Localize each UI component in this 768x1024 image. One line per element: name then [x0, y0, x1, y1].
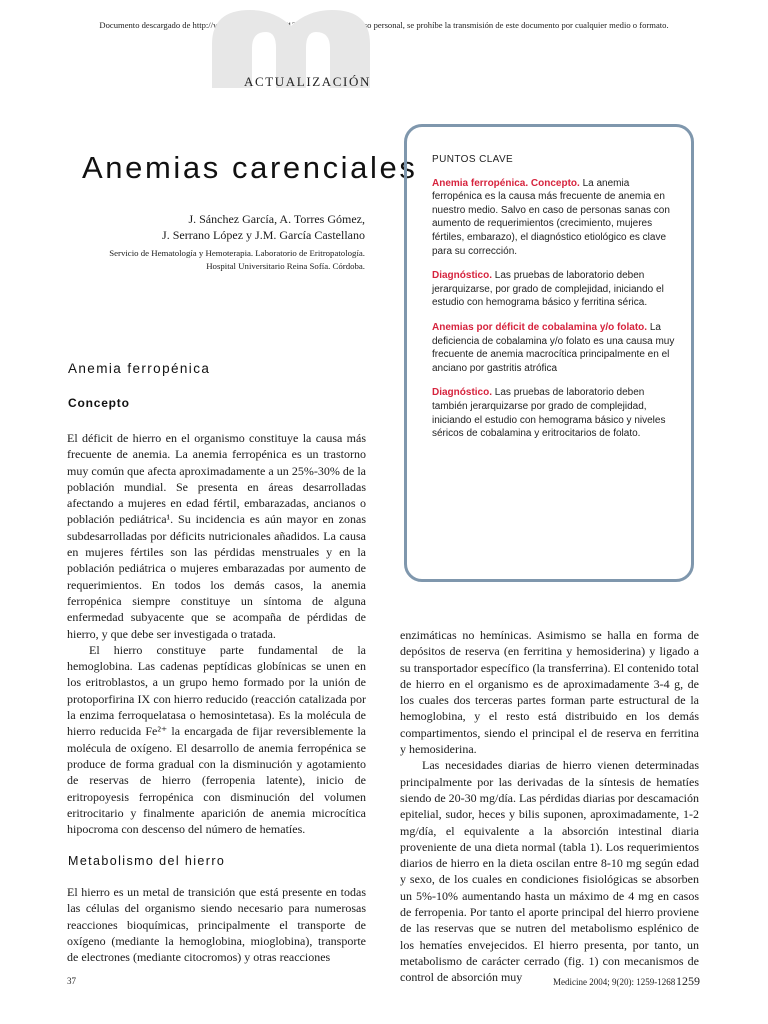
key-point-label: Anemia ferropénica. Concepto. — [432, 177, 580, 189]
body-paragraph: El hierro constituye parte fundamental de la hemoglobina. Las cadenas peptídicas globínicas se unen en los eritroblastos, a un grupo hemo formado por la unión de protoporfirina IX con hierro reducido (reacción catalizada por la enzima ferroquelatasa o hemosintetasa). Es la molécula de hierro reducida Fe²⁺ la encargada de fijar reversiblemente la molécula de oxígeno. El desarrollo de anemia ferropénica se produce de forma gradual con la disminución y agotamiento de reservas de hierro (ferropenia latente), inicio de eritropoyesis ferropénica con disminución del volumen eritrocitario y finalmente aparición de anemia microcítica hipocroma con descenso del número de hematíes. — [67, 642, 366, 837]
download-notice: Documento descargado de http://www.doyma.es el 20/12/2007. Copia para uso personal, se prohíbe la transmisión de este documento por cualquier medio o formato. — [99, 20, 669, 30]
affiliation — [109, 247, 365, 273]
body-paragraph: El déficit de hierro en el organismo constituye la causa más frecuente de anemia. La anemia ferropénica es un trastorno muy común que afecta aproximadamente a un 25%-30% de la población mundial. Se presenta en áreas desarrolladas afectando a mujeres en edad fértil, embarazadas, ancianos o población pediátrica¹. Su incidencia es aún mayor en zonas subdesarrolladas por déficits nutricionales añadidos. La causa en mujeres fértiles son las pérdidas menstruales y en la población pediátrica o mujeres embarazadas por aumento de requerimientos. En todos los demás casos, la anemia ferropénica siempre constituye un síntoma de alguna enfermedad subyacente que se acompaña de pérdidas de hierro, y que debe ser investigada o tratada. — [67, 431, 366, 641]
body-paragraph: El hierro es un metal de transición que está presente en todas las células del organismo siendo necesario para numerosas reacciones bioquímicas, principalmente el transporte de oxígeno (mediante la hemoglobina, mioglobina), transporte de electrones (mediante citocromos) y otras reacciones — [67, 885, 366, 965]
page-number-left: 37 — [67, 976, 76, 986]
key-point — [432, 386, 678, 440]
section-label: ACTUALIZACIÓN — [244, 74, 371, 89]
key-point-label: Diagnóstico. — [432, 387, 493, 399]
left-column-lower — [67, 884, 366, 965]
left-column-upper — [67, 430, 366, 837]
key-point-text: Las pruebas de laboratorio deben también jerarquizarse por grado de complejidad, iniciando el estudio con hemograma básico y niveles séricos de cobalamina y eritrocitarios de folato. — [432, 387, 666, 440]
author-list — [162, 211, 365, 243]
journal-citation: Medicine 2004; 9(20): 1259-1268 — [553, 977, 676, 987]
key-point-label: Diagnóstico. — [432, 270, 493, 282]
key-points-box — [404, 124, 694, 582]
key-point-text: La anemia ferropénica es la causa más frecuente de anemia en nuestro medio. Salvo en caso de personas sanas con aumento de requerimientos (crecimiento, mujeres fértiles, embarazo), el diagnóstico etiológico es clave para su corrección. — [432, 177, 670, 257]
key-point-text: Las pruebas de laboratorio deben jerarquizarse, por grado de complejidad, iniciando el estudio con hemograma básico y ferritina sérica. — [432, 270, 664, 309]
authors-line: J. Sánchez García, A. Torres Gómez, — [188, 212, 365, 226]
key-point-label: Anemias por déficit de cobalamina y/o folato. — [432, 321, 648, 333]
page-number-right: 1259 — [676, 974, 700, 988]
key-points-title: PUNTOS CLAVE — [432, 154, 514, 165]
affiliation-line: Servicio de Hematología y Hemoterapia. Laboratorio de Eritropatología. — [109, 248, 365, 258]
article-title: Anemias carenciales — [82, 150, 418, 185]
key-point — [432, 269, 678, 310]
right-column — [400, 627, 699, 986]
authors-line: J. Serrano López y J.M. García Castellano — [162, 228, 365, 242]
heading-anemia-ferropenica: Anemia ferropénica — [68, 361, 211, 376]
heading-concepto: Concepto — [68, 396, 130, 410]
affiliation-line: Hospital Universitario Reina Sofía. Córdoba. — [206, 261, 365, 271]
key-point — [432, 177, 678, 259]
body-paragraph: Las necesidades diarias de hierro vienen determinadas principalmente por las derivadas de la síntesis de hematíes siendo de 20-30 mg/día. Las pérdidas diarias por descamación epitelial, sudor, heces y bilis suponen, aproximadamente, 1-2 mg/día, el equivalente a la absorción intestinal diaria proveniente de una dieta normal (tabla 1). Los requerimientos diarios de hierro en la dieta oscilan entre 8-10 mg según edad y sexo, de los cuales en condiciones fisiológicas se absorben un 5%-10% aumentando hasta un máximo de 4 mg en casos de ferropenia. Por tanto el aporte principal del hierro proviene de las reservas que se nutren del metabolismo esplénico de los hematíes envejecidos. El hierro presenta, por tanto, un metabolismo de carácter cerrado (fig. 1) con mecanismos de control de absorción muy — [400, 758, 699, 985]
body-paragraph: enzimáticas no hemínicas. Asimismo se halla en forma de depósitos de reserva (en ferritina y hemosiderina) y ligado a su transportador específico (la transferrina). El contenido total de hierro en el organismo es de aproximadamente 3-4 g, de los cuales dos terceras partes forman parte estructural de la hemoglobina, y el resto está distribuido en los demás compartimentos, siendo el principal el de reserva en ferritina y hemosiderina. — [400, 628, 699, 757]
heading-metabolismo: Metabolismo del hierro — [68, 854, 226, 868]
key-point-text: La deficiencia de cobalamina y/o folato es una causa muy frecuente de anemia macrocítica principalmente en el anciano por gastritis atrófica — [432, 321, 675, 374]
key-point — [432, 321, 678, 375]
